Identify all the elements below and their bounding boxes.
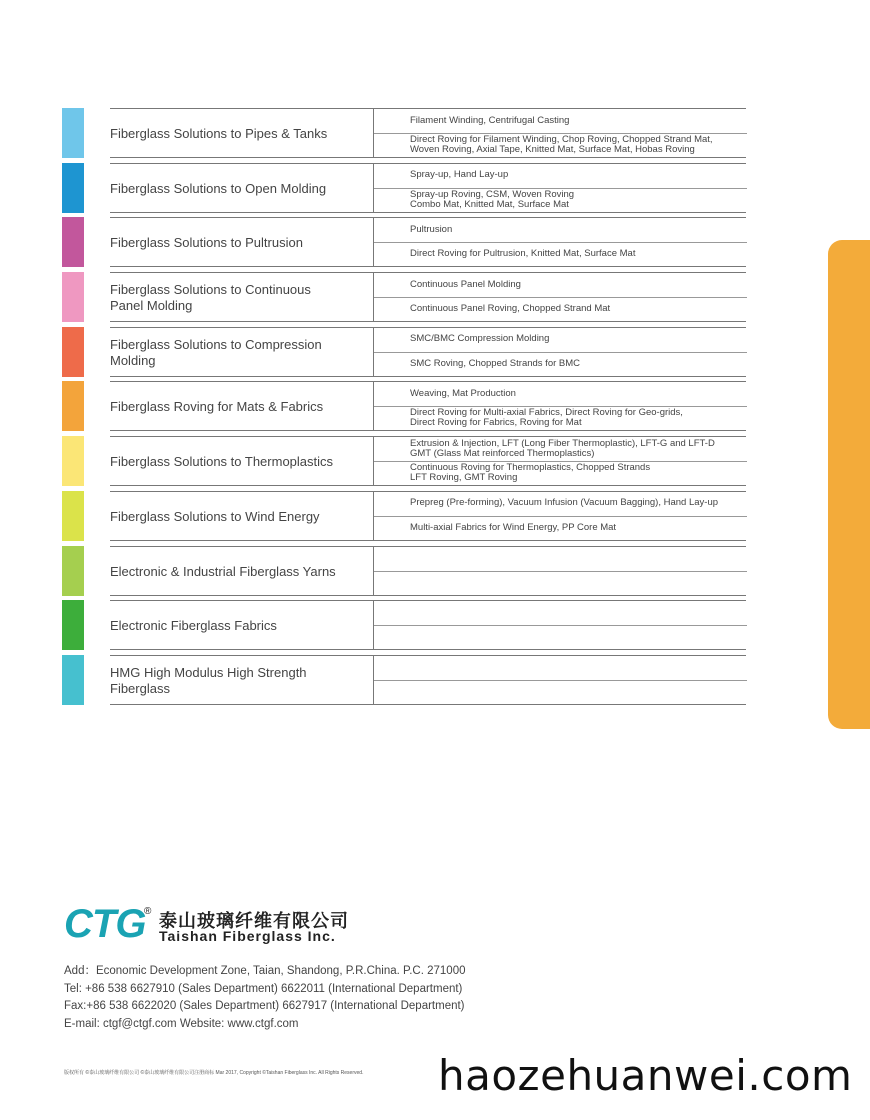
process-method: Prepreg (Pre-forming), Vacuum Infusion (Vacuum Bagging), Hand Lay-up — [374, 491, 747, 517]
process-method — [374, 546, 747, 572]
table-row — [62, 600, 752, 650]
address-text: Add：Economic Development Zone, Taian, Shandong, P.R.China. P.C. 271000 — [64, 965, 466, 977]
ctg-logo-mark: CTG — [64, 902, 146, 946]
product-list — [374, 571, 747, 595]
email-website-text: E-mail: ctgf@ctgf.com Website: www.ctgf.com — [64, 1017, 299, 1030]
category-label: Fiberglass Solutions to Pultrusion — [110, 217, 372, 268]
row-divider — [110, 649, 746, 650]
process-cell — [373, 436, 747, 486]
process-cell — [373, 272, 747, 322]
row-divider — [110, 157, 746, 158]
category-label: Fiberglass Solutions to Pipes & Tanks — [110, 108, 372, 159]
copyright-text: 版权所有 ©泰山玻璃纤维有限公司 ©泰山玻璃纤维有限公司注册商标 Mar 2017, Copyright ©Taishan Fiberglass Inc. All Rights Reserved. — [64, 1070, 364, 1076]
category-label: Fiberglass Solutions to Compression Molding — [110, 327, 372, 378]
product-list: SMC Roving, Chopped Strands for BMC — [410, 357, 581, 369]
product-list: Spray-up Roving, CSM, Woven Roving Combo Mat, Knitted Mat, Surface Mat — [410, 188, 575, 210]
row-divider — [110, 376, 746, 377]
process-cell — [373, 381, 747, 431]
category-color-swatch — [62, 272, 84, 322]
process-cell — [373, 546, 747, 596]
process-method: Continuous Panel Molding — [374, 272, 747, 298]
product-list: Continuous Roving for Thermoplastics, Chopped Strands LFT Roving, GMT Roving — [410, 462, 651, 484]
process-cell — [373, 163, 747, 213]
process-method: Weaving, Mat Production — [374, 381, 747, 407]
process-cell — [373, 217, 747, 267]
table-row — [62, 272, 752, 322]
product-list: Direct Roving for Pultrusion, Knitted Mat, Surface Mat — [410, 248, 636, 260]
table-row — [62, 546, 752, 596]
row-divider — [110, 266, 746, 267]
process-cell — [373, 327, 747, 377]
category-label: Electronic & Industrial Fiberglass Yarns — [110, 546, 372, 597]
product-list: Direct Roving for Multi-axial Fabrics, Direct Roving for Geo-grids, Direct Roving for Fabrics, Roving for Mat — [410, 407, 683, 429]
row-divider — [110, 321, 746, 322]
process-method — [374, 655, 747, 681]
product-list: Multi-axial Fabrics for Wind Energy, PP Core Mat — [410, 521, 617, 533]
side-tab — [828, 240, 870, 729]
category-color-swatch — [62, 546, 84, 596]
registered-mark: ® — [144, 906, 152, 917]
table-row — [62, 327, 752, 377]
product-list — [374, 625, 747, 649]
table-row — [62, 436, 752, 486]
category-label: Fiberglass Solutions to Thermoplastics — [110, 436, 372, 487]
company-name-english: Taishan Fiberglass Inc. — [159, 928, 336, 944]
contact-info — [64, 963, 465, 1033]
category-label: Fiberglass Solutions to Wind Energy — [110, 491, 372, 542]
process-cell — [373, 600, 747, 650]
product-list: Direct Roving for Filament Winding, Chop Roving, Chopped Strand Mat, Woven Roving, Axial Tape, Knitted Mat, Surface Mat, Hobas Roving — [410, 134, 713, 155]
process-cell — [373, 491, 747, 541]
row-divider — [110, 212, 746, 213]
process-method: Filament Winding, Centrifugal Casting — [374, 108, 747, 134]
category-label: Fiberglass Solutions to Open Molding — [110, 163, 372, 214]
category-color-swatch — [62, 491, 84, 541]
category-color-swatch — [62, 436, 84, 486]
process-method — [374, 600, 747, 626]
category-label: Electronic Fiberglass Fabrics — [110, 600, 372, 651]
company-name-chinese: 泰山玻璃纤维有限公司 — [159, 911, 349, 931]
process-method: SMC/BMC Compression Molding — [374, 327, 747, 353]
product-table — [62, 108, 752, 710]
process-method: Extrusion & Injection, LFT (Long Fiber Thermoplastic), LFT-G and LFT-D GMT (Glass Mat reinforced Thermoplastics) — [374, 436, 747, 462]
process-cell — [373, 108, 747, 158]
product-list — [374, 680, 747, 704]
row-divider — [110, 704, 746, 705]
watermark-text: haozehuanwei.com — [438, 1051, 853, 1100]
product-list: Continuous Panel Roving, Chopped Strand Mat — [410, 303, 611, 315]
table-row — [62, 217, 752, 267]
row-divider — [110, 485, 746, 486]
category-color-swatch — [62, 163, 84, 213]
table-row — [62, 108, 752, 158]
company-logo — [64, 904, 364, 944]
table-row — [62, 491, 752, 541]
category-color-swatch — [62, 327, 84, 377]
process-method: Pultrusion — [374, 217, 747, 243]
category-label: HMG High Modulus High Strength Fiberglass — [110, 655, 372, 706]
category-label: Fiberglass Solutions to Continuous Panel Molding — [110, 272, 372, 323]
category-color-swatch — [62, 217, 84, 267]
table-row — [62, 655, 752, 705]
category-color-swatch — [62, 381, 84, 431]
row-divider — [110, 430, 746, 431]
table-row — [62, 163, 752, 213]
fax-text: Fax:+86 538 6622020 (Sales Department) 6627917 (International Department) — [64, 1000, 465, 1012]
category-label: Fiberglass Roving for Mats & Fabrics — [110, 381, 372, 432]
category-color-swatch — [62, 600, 84, 650]
row-divider — [110, 595, 746, 596]
row-divider — [110, 540, 746, 541]
process-method: Spray-up, Hand Lay-up — [374, 163, 747, 189]
category-color-swatch — [62, 108, 84, 158]
tel-text: Tel: +86 538 6627910 (Sales Department) 6622011 (International Department) — [64, 982, 463, 995]
category-color-swatch — [62, 655, 84, 705]
process-cell — [373, 655, 747, 705]
table-row — [62, 381, 752, 431]
